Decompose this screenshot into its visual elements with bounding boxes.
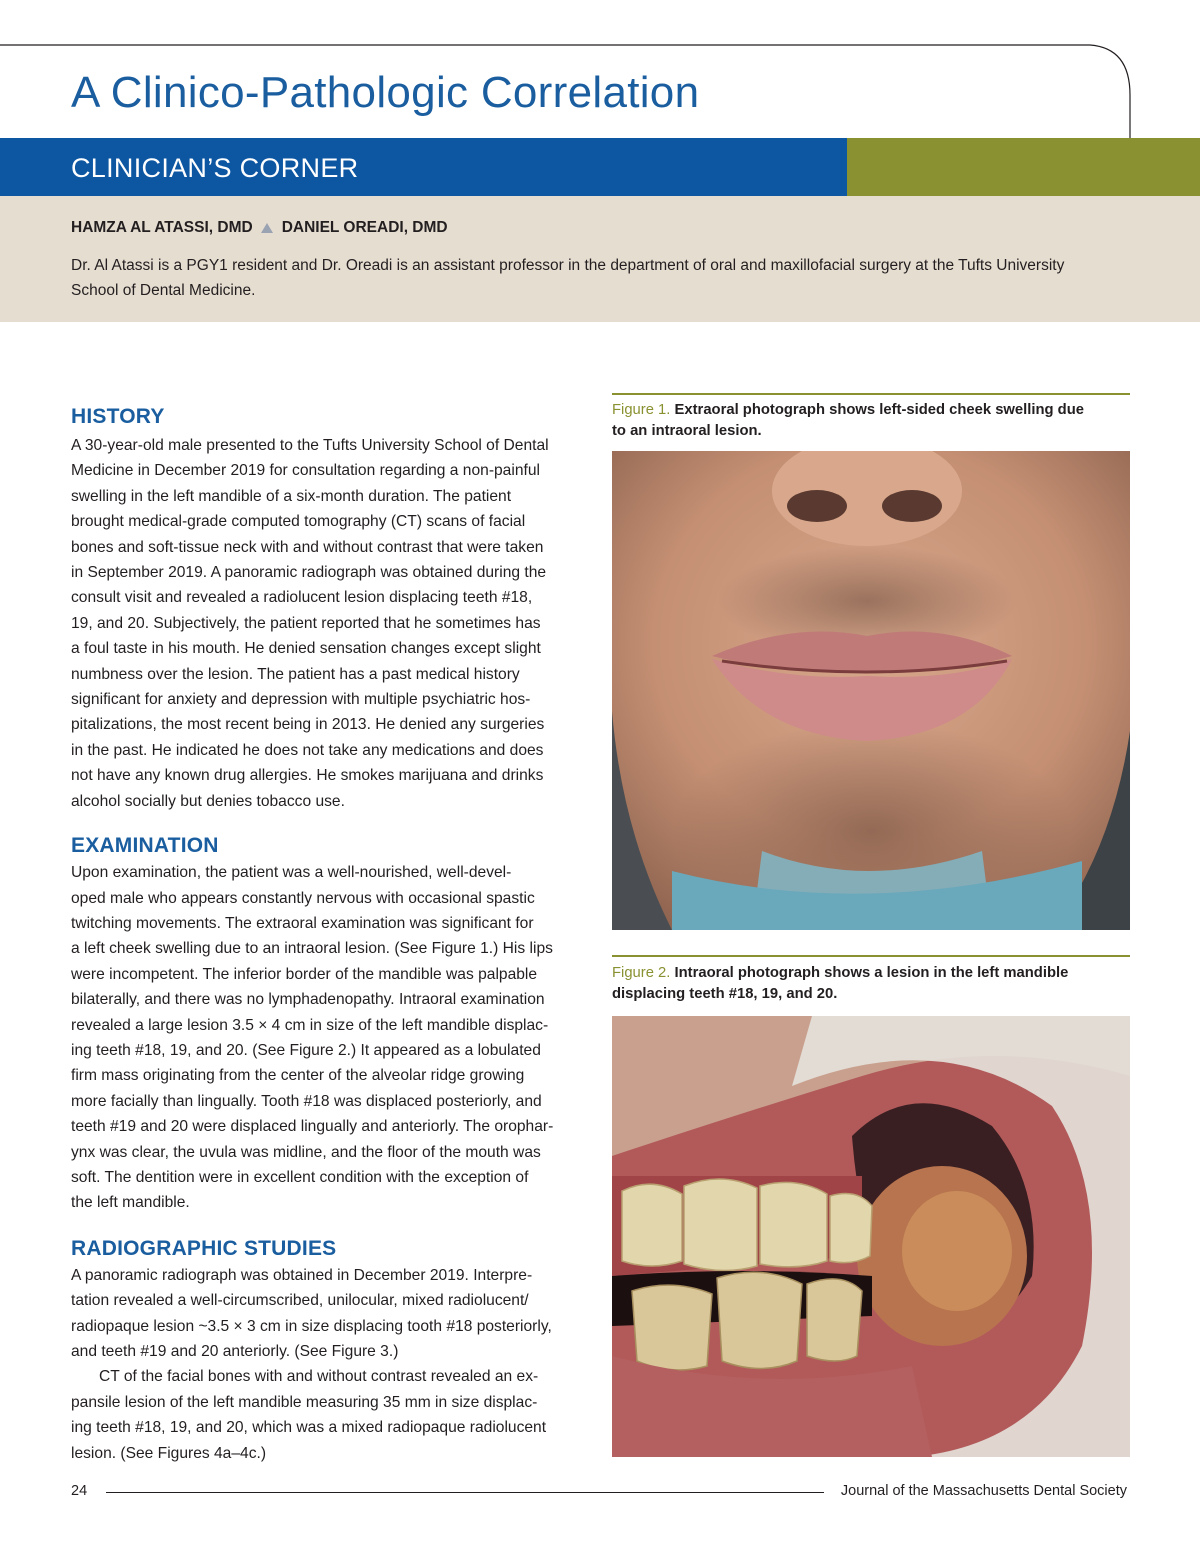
section-heading-radiographic-studies: RADIOGRAPHIC STUDIES — [71, 1236, 337, 1260]
text-line: consult visit and revealed a radiolucent lesion displacing teeth #18, — [71, 589, 533, 607]
text-line: alcohol socially but denies tobacco use. — [71, 792, 345, 810]
text-line: were incompetent. The inferior border of the mandible was palpable — [71, 965, 538, 983]
text-line: ing teeth #18, 19, and 20, which was a mixed radiopaque radiolucent — [71, 1419, 547, 1437]
figure-1-rule — [612, 393, 1130, 395]
text-line: in September 2019. A panoramic radiograph was obtained during the — [71, 564, 547, 582]
text-line: the left mandible. — [71, 1194, 190, 1212]
footer-rule — [106, 1492, 824, 1493]
text-line: CT of the facial bones with and without contrast revealed an ex- — [99, 1368, 539, 1386]
section-label: CLINICIAN’S CORNER — [71, 153, 359, 183]
caption-text: Intraoral photograph shows a lesion in the left mandible — [674, 965, 1069, 981]
text-line: teeth #19 and 20 were displaced lingually and anteriorly. The orophar- — [71, 1118, 554, 1136]
author-name: DANIEL OREADI, DMD — [281, 219, 448, 236]
triangle-separator-icon — [261, 223, 273, 233]
text-line: a left cheek swelling due to an intraoral lesion. (See Figure 1.) His lips — [71, 940, 553, 958]
text-line: Upon examination, the patient was a well-nourished, well-devel- — [71, 864, 512, 882]
affiliation-line: School of Dental Medicine. — [71, 282, 256, 299]
author-line — [71, 219, 448, 237]
text-line: and teeth #19 and 20 anteriorly. (See Figure 3.) — [71, 1343, 399, 1360]
text-line: oped male who appears constantly nervous with occasional spastic — [71, 889, 535, 907]
figure-1-caption — [612, 400, 1130, 442]
journal-name: Journal of the Massachusetts Dental Society — [840, 1483, 1127, 1499]
text-line: not have any known drug allergies. He smokes marijuana and drinks — [71, 767, 544, 785]
author-affiliation — [71, 253, 1131, 303]
text-line: more facially than lingually. Tooth #18 was displaced posteriorly, and — [71, 1092, 542, 1110]
text-line: A panoramic radiograph was obtained in December 2019. Interpre- — [71, 1266, 533, 1284]
text-line: swelling in the left mandible of a six-month duration. The patient — [71, 487, 512, 505]
section-heading-examination: EXAMINATION — [71, 834, 219, 858]
radiographic-paragraph — [71, 1263, 591, 1466]
section-banner-accent — [847, 138, 1200, 196]
figure-2-caption — [612, 963, 1130, 1005]
text-line: bilaterally, and there was no lymphadenopathy. Intraoral examination — [71, 991, 545, 1009]
page-number: 24 — [71, 1483, 88, 1499]
text-line: in the past. He indicated he does not take any medications and does — [71, 741, 544, 759]
text-line: a foul taste in his mouth. He denied sensation changes except slight — [71, 640, 541, 658]
text-line: bones and soft-tissue neck with and without contrast that were taken — [71, 538, 544, 556]
text-line: Medicine in December 2019 for consultation regarding a non-painful — [71, 462, 540, 480]
article-body — [71, 404, 591, 1466]
text-line: numbness over the lesion. The patient has a past medical history — [71, 665, 520, 683]
figure-2-rule — [612, 955, 1130, 957]
text-line: ynx was clear, the uvula was midline, and the floor of the mouth was — [71, 1143, 541, 1161]
caption-text: displacing teeth #18, 19, and 20. — [612, 986, 838, 1002]
caption-text: Extraoral photograph shows left-sided cheek swelling due — [674, 402, 1084, 418]
text-line: significant for anxiety and depression with multiple psychiatric hos- — [71, 691, 531, 709]
caption-text: to an intraoral lesion. — [612, 423, 762, 439]
section-heading-history: HISTORY — [71, 405, 165, 428]
text-line: radiopaque lesion ~3.5 × 3 cm in size displacing tooth #18 posteriorly, — [71, 1317, 552, 1335]
text-line: pansile lesion of the left mandible measuring 35 mm in size displac- — [71, 1393, 538, 1411]
text-line: revealed a large lesion 3.5 × 4 cm in size of the left mandible displac- — [71, 1016, 549, 1034]
text-line: twitching movements. The extraoral examination was significant for — [71, 914, 534, 932]
text-line: ing teeth #18, 19, and 20. (See Figure 2.) It appeared as a lobulated — [71, 1041, 541, 1059]
text-line: brought medical-grade computed tomography (CT) scans of facial — [71, 513, 526, 531]
figure-number: Figure 2. — [612, 965, 671, 981]
text-line: pitalizations, the most recent being in 2013. He denied any surgeries — [71, 716, 545, 734]
figure-number: Figure 1. — [612, 402, 671, 418]
text-line: A 30-year-old male presented to the Tufts University School of Dental — [71, 437, 549, 454]
history-paragraph — [71, 433, 591, 814]
text-line: lesion. (See Figures 4a–4c.) — [71, 1444, 267, 1462]
text-line: soft. The dentition were in excellent condition with the exception of — [71, 1168, 529, 1186]
author-name: HAMZA AL ATASSI, DMD — [71, 219, 253, 236]
text-line: tation revealed a well-circumscribed, unilocular, mixed radiolucent/ — [71, 1292, 529, 1310]
affiliation-line: Dr. Al Atassi is a PGY1 resident and Dr. Oreadi is an assistant professor in the department of oral and maxillofacial surgery at the Tufts University — [71, 257, 1065, 274]
figure-1-photo — [612, 451, 1130, 930]
text-line: firm mass originating from the center of the alveolar ridge growing — [71, 1067, 525, 1085]
page-title: A Clinico-Pathologic Correlation — [71, 68, 700, 117]
examination-paragraph — [71, 860, 591, 1216]
figure-2-photo — [612, 1016, 1130, 1457]
text-line: 19, and 20. Subjectively, the patient reported that he sometimes has — [71, 614, 541, 632]
